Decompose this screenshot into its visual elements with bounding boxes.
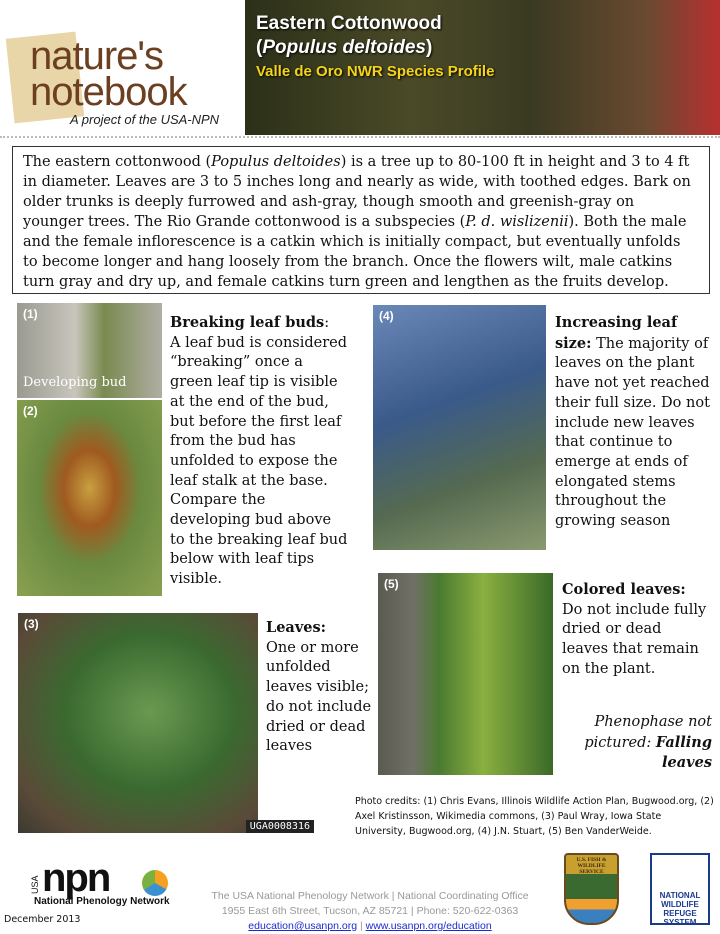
phenophase-not-pictured: Phenophase not pictured: Falling leaves [584,714,712,772]
usfws-shield-logo [564,853,619,925]
photo-breaking-bud [17,400,162,596]
species-description: The eastern cottonwood (Populus deltoides) is a tree up to 80-100 ft in height and 3 to 4 ft in diameter. Leaves are 3 to 5 inches long and nearly as wide, with toothed edges. Bark on older trunks is deeply furrowed and ash-gray, though smooth and greenish-gray on younger trees. The Rio Grande cottonwood is a subspecies (P. d. wislizenii). Both the male and the female inflorescence is a catkin which is initially compact, but eventually unfolds to become longer and hang loosely from the branch. Once the flowers wilt, male catkins turn gray and dry up, and female catkins turn green and lengthen as the fruits develop. [12,146,710,294]
photo-colored-leaves [378,573,553,775]
breaking-leaf-buds-text: Breaking leaf buds: A leaf bud is considered “breaking” once a green leaf tip is visible at the end of the bud, but before the first leaf from the bud has unfolded to expose the leaf stalk at the base. Compare the developing bud above to the breaking leaf bud below with leaf tips visible. [170,314,348,588]
photo-number: (3) [24,617,39,631]
npn-logo: USA npn National Phenology Network [30,856,170,907]
email-link[interactable]: education@usanpn.org [248,920,358,932]
footer-contact: The USA National Phenology Network | National Coordinating Office 1955 East 6th Street, Tucson, AZ 85721 | Phone: 520-622-0363 education@usanpn.org | www.usanpn.org/education [211,890,529,932]
npn-swirl-icon [142,870,168,896]
nwrs-logo: NATIONAL WILDLIFE REFUGE SYSTEM [650,853,710,925]
photo-number: (2) [23,404,38,418]
photo-credits: Photo credits: (1) Chris Evans, Illinois Wildlife Action Plan, Bugwood.org, (2) Axel Kristinsson, Wikimedia commons, (3) Paul Wray, Iowa State University, Bugwood.org, (4) J.N. Stuart, (5) Ben VanderWeide. [355,796,714,837]
photo-leaves [18,613,310,833]
page-title: Eastern Cottonwood (Populus deltoides) Valle de Oro NWR Species Profile [256,12,494,84]
colored-leaves-text: Colored leaves: Do not include fully dried or dead leaves that remain on the plant. [562,581,707,677]
natures-notebook-logo: nature's notebook [30,34,187,114]
publication-date: December 2013 [4,914,81,925]
logo-area [0,0,245,135]
photo-number: (1) [23,307,38,321]
page-subtitle: Valle de Oro NWR Species Profile [256,63,495,80]
leaves-text: Leaves: One or more unfolded leaves visible; do not include dried or dead leaves [266,619,372,755]
photo-number: (5) [384,577,399,591]
photo-developing-bud [17,303,162,398]
divider [0,136,720,138]
increasing-leaf-size-text: Increasing leaf size: The majority of leaves on the plant have not yet reached their full size. Do not include new leaves that continue to emerge at ends of elongated stems throughout the growing season [555,314,710,530]
photo-caption: Developing bud [23,375,127,390]
usfws-shield-text: U.S. FISH & WILDLIFE SERVICE [576,857,607,875]
logo-tagline: A project of the USA-NPN [70,112,220,127]
photo-increasing-leaf-size [373,305,546,550]
photo-number: (4) [379,309,394,323]
photo-code: UGA0008316 [246,820,314,833]
website-link[interactable]: www.usanpn.org/education [365,920,492,932]
